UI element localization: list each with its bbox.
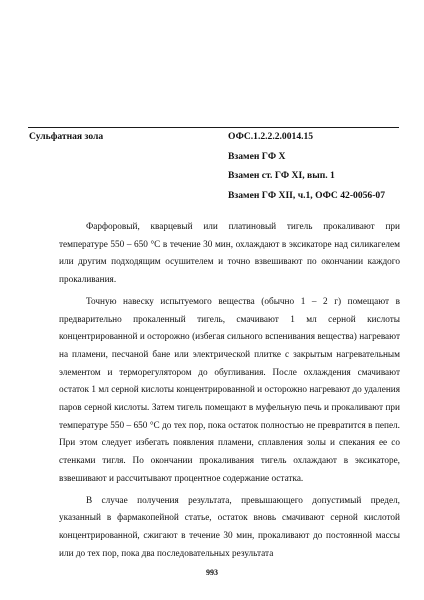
meta-code: ОФС.1.2.2.2.0014.15 (228, 131, 314, 142)
meta-replaces-gf-xii: Взамен ГФ XII, ч.1, ОФС 42-0056-07 (228, 189, 386, 201)
document-meta (228, 130, 385, 208)
document-body (59, 219, 400, 563)
paragraph-crucible-prep: Фарфоровый, кварцевый или платиновый тигель прокаливают при температуре 550 – 650 °С в течение 30 мин, охлаждают в эксикаторе над силикагелем или другим подходящим осушителем и точно взвешивают по окончании каждого прокаливания. (59, 222, 400, 286)
paragraph-procedure: Точную навеску испытуемого вещества (обычно 1 – 2 г) помещают в предварительно прокаленный тигель, смачивают 1 мл серной кислоты концентрированной и осторожно (избегая сильного вспенивания вещества) нагревают на пламени, песчаной бане или электрической плитке с закрытым нагревательным элементом и терморегулятором до обугливания. После охлаждения смачивают остаток 1 мл серной кислоты концентрированной и осторожно нагревают до удаления паров серной кислоты. Затем тигель помещают в муфельную печь и прокаливают при температуре 550 – 650 °С до тех пор, пока остаток полностью не превратится в пепел. При этом следует избегать появления пламени, сплавления золы и спекания ее со стенками тигля. По окончании прокаливания тигель охлаждают в эксикаторе, взвешивают и рассчитывают процентное содержание остатка. (59, 296, 400, 484)
meta-replaces-gf-x: Взамен ГФ Х (228, 150, 286, 162)
document-title: Сульфатная зола (29, 131, 104, 142)
page-number: 993 (206, 568, 218, 577)
paragraph-repeat: В случае получения результата, превышающего допустимый предел, указанный в фармакопейной статье, остаток вновь смачивают серной кислотой концентрированной, сжигают в течение 30 мин, прокаливают до постоянной массы или до тех пор, пока два последовательных результата (59, 495, 400, 559)
header-rule (28, 127, 399, 128)
meta-replaces-gf-xi: Взамен ст. ГФ XI, вып. 1 (228, 170, 335, 181)
